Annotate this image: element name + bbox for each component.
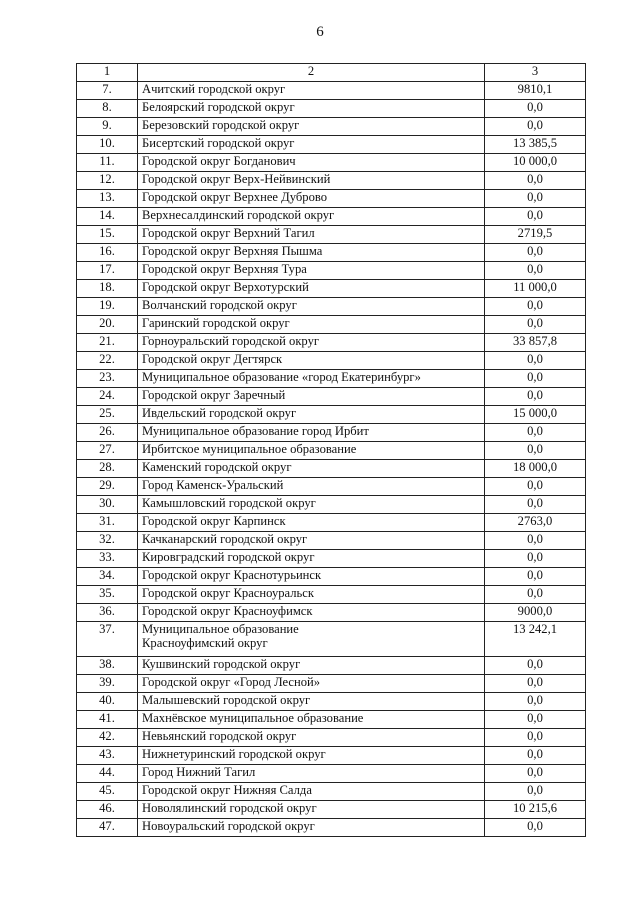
amount-value: 0,0: [485, 765, 586, 783]
table-header-row: [77, 64, 586, 82]
table-row: [77, 226, 586, 244]
row-number: 15.: [77, 226, 138, 244]
amount-value: 0,0: [485, 190, 586, 208]
table-row: [77, 460, 586, 478]
amount-value: 13 242,1: [485, 622, 586, 657]
table-row: [77, 765, 586, 783]
header-col-2: 2: [138, 64, 485, 82]
amount-value: 11 000,0: [485, 280, 586, 298]
amount-value: 0,0: [485, 657, 586, 675]
amount-value: 18 000,0: [485, 460, 586, 478]
table-row: [77, 190, 586, 208]
amount-value: 0,0: [485, 783, 586, 801]
municipality-name: Ивдельский городской округ: [138, 406, 485, 424]
municipality-name: Городской округ Верхнее Дуброво: [138, 190, 485, 208]
row-number: 46.: [77, 801, 138, 819]
amount-value: 0,0: [485, 550, 586, 568]
table-row: [77, 136, 586, 154]
table-row: [77, 783, 586, 801]
municipality-name: Березовский городской округ: [138, 118, 485, 136]
table-row: [77, 657, 586, 675]
table-row: [77, 801, 586, 819]
table-row: [77, 298, 586, 316]
municipality-name-line: Красноуфимский округ: [142, 636, 268, 650]
row-number: 19.: [77, 298, 138, 316]
table-row: [77, 334, 586, 352]
amount-value: 10 215,6: [485, 801, 586, 819]
amount-value: 0,0: [485, 586, 586, 604]
amount-value: 0,0: [485, 424, 586, 442]
table-row: [77, 729, 586, 747]
amount-value: 0,0: [485, 388, 586, 406]
table-row: [77, 496, 586, 514]
amount-value: 0,0: [485, 568, 586, 586]
municipality-name: Ирбитское муниципальное образование: [138, 442, 485, 460]
table-row: [77, 406, 586, 424]
table-row: [77, 747, 586, 765]
amount-value: 2719,5: [485, 226, 586, 244]
table-row: [77, 280, 586, 298]
municipality-name: Городской округ «Город Лесной»: [138, 675, 485, 693]
municipality-name: Малышевский городской округ: [138, 693, 485, 711]
amount-value: 0,0: [485, 478, 586, 496]
municipality-name: Верхнесалдинский городской округ: [138, 208, 485, 226]
table-row: [77, 118, 586, 136]
amount-value: 9810,1: [485, 82, 586, 100]
table-row: [77, 711, 586, 729]
table-row: [77, 514, 586, 532]
amount-value: 13 385,5: [485, 136, 586, 154]
amount-value: 0,0: [485, 532, 586, 550]
row-number: 30.: [77, 496, 138, 514]
row-number: 21.: [77, 334, 138, 352]
table-row: [77, 208, 586, 226]
row-number: 31.: [77, 514, 138, 532]
row-number: 33.: [77, 550, 138, 568]
row-number: 40.: [77, 693, 138, 711]
row-number: 43.: [77, 747, 138, 765]
table-row: [77, 568, 586, 586]
amount-value: 0,0: [485, 118, 586, 136]
table-row: [77, 604, 586, 622]
amount-value: 0,0: [485, 693, 586, 711]
table-row: [77, 586, 586, 604]
municipality-name: Белоярский городской округ: [138, 100, 485, 118]
amount-value: 15 000,0: [485, 406, 586, 424]
row-number: 29.: [77, 478, 138, 496]
amount-value: 0,0: [485, 442, 586, 460]
amount-value: 2763,0: [485, 514, 586, 532]
amount-value: 0,0: [485, 244, 586, 262]
municipality-name: Волчанский городской округ: [138, 298, 485, 316]
municipality-name: Городской округ Нижняя Салда: [138, 783, 485, 801]
row-number: 8.: [77, 100, 138, 118]
amount-value: 0,0: [485, 729, 586, 747]
table-row: [77, 622, 586, 657]
table-row: [77, 675, 586, 693]
row-number: 16.: [77, 244, 138, 262]
amount-value: 0,0: [485, 262, 586, 280]
municipality-name: Городской округ Верх-Нейвинский: [138, 172, 485, 190]
amount-value: 0,0: [485, 100, 586, 118]
municipality-name: Городской округ Верхняя Пышма: [138, 244, 485, 262]
table-row: [77, 244, 586, 262]
amount-value: 0,0: [485, 496, 586, 514]
amount-value: 9000,0: [485, 604, 586, 622]
row-number: 28.: [77, 460, 138, 478]
amount-value: 0,0: [485, 747, 586, 765]
municipality-name: Городской округ Карпинск: [138, 514, 485, 532]
municipality-name: Городской округ Верхняя Тура: [138, 262, 485, 280]
row-number: 38.: [77, 657, 138, 675]
municipality-name-line: Муниципальное образование: [142, 622, 299, 636]
row-number: 14.: [77, 208, 138, 226]
municipality-name: Город Каменск-Уральский: [138, 478, 485, 496]
row-number: 22.: [77, 352, 138, 370]
table-row: [77, 370, 586, 388]
municipality-name: Ачитский городской округ: [138, 82, 485, 100]
municipality-name: Городской округ Богданович: [138, 154, 485, 172]
table-row: [77, 532, 586, 550]
municipality-name: Городской округ Верхний Тагил: [138, 226, 485, 244]
row-number: 7.: [77, 82, 138, 100]
table-row: [77, 172, 586, 190]
amount-value: 0,0: [485, 819, 586, 837]
row-number: 41.: [77, 711, 138, 729]
table-row: [77, 316, 586, 334]
municipality-name: Махнёвское муниципальное образование: [138, 711, 485, 729]
table-row: [77, 262, 586, 280]
table-row: [77, 352, 586, 370]
amount-value: 0,0: [485, 370, 586, 388]
municipality-name: Городской округ Дегтярск: [138, 352, 485, 370]
row-number: 20.: [77, 316, 138, 334]
table-row: [77, 424, 586, 442]
header-col-1: 1: [77, 64, 138, 82]
municipality-name: Нижнетуринский городской округ: [138, 747, 485, 765]
municipality-name: Муниципальное образование город Ирбит: [138, 424, 485, 442]
allocation-table: [76, 63, 586, 837]
row-number: 23.: [77, 370, 138, 388]
municipality-name: Кушвинский городской округ: [138, 657, 485, 675]
row-number: 11.: [77, 154, 138, 172]
row-number: 34.: [77, 568, 138, 586]
row-number: 44.: [77, 765, 138, 783]
municipality-name: Камышловский городской округ: [138, 496, 485, 514]
municipality-name: Городской округ Красноуфимск: [138, 604, 485, 622]
municipality-name: Гаринский городской округ: [138, 316, 485, 334]
row-number: 25.: [77, 406, 138, 424]
table-row: [77, 388, 586, 406]
row-number: 36.: [77, 604, 138, 622]
table-row: [77, 100, 586, 118]
row-number: 17.: [77, 262, 138, 280]
amount-value: 33 857,8: [485, 334, 586, 352]
amount-value: 0,0: [485, 711, 586, 729]
table-row: [77, 442, 586, 460]
table-row: [77, 550, 586, 568]
row-number: 27.: [77, 442, 138, 460]
row-number: 24.: [77, 388, 138, 406]
municipality-name: Кировградский городской округ: [138, 550, 485, 568]
row-number: 42.: [77, 729, 138, 747]
municipality-name: Город Нижний Тагил: [138, 765, 485, 783]
row-number: 45.: [77, 783, 138, 801]
row-number: 12.: [77, 172, 138, 190]
header-col-3: 3: [485, 64, 586, 82]
row-number: 37.: [77, 622, 138, 657]
municipality-name: Муниципальное образование «город Екатеринбург»: [138, 370, 485, 388]
amount-value: 10 000,0: [485, 154, 586, 172]
amount-value: 0,0: [485, 208, 586, 226]
row-number: 47.: [77, 819, 138, 837]
row-number: 9.: [77, 118, 138, 136]
row-number: 26.: [77, 424, 138, 442]
row-number: 39.: [77, 675, 138, 693]
amount-value: 0,0: [485, 316, 586, 334]
table-row: [77, 693, 586, 711]
municipality-name: Городской округ Красноуральск: [138, 586, 485, 604]
municipality-name: Новолялинский городской округ: [138, 801, 485, 819]
municipality-name: Каменский городской округ: [138, 460, 485, 478]
municipality-name: Невьянский городской округ: [138, 729, 485, 747]
municipality-name: [138, 622, 485, 657]
row-number: 35.: [77, 586, 138, 604]
row-number: 10.: [77, 136, 138, 154]
municipality-name: Городской округ Заречный: [138, 388, 485, 406]
row-number: 13.: [77, 190, 138, 208]
municipality-name: Горноуральский городской округ: [138, 334, 485, 352]
amount-value: 0,0: [485, 352, 586, 370]
municipality-name: Городской округ Верхотурский: [138, 280, 485, 298]
municipality-name: Городской округ Краснотурьинск: [138, 568, 485, 586]
amount-value: 0,0: [485, 298, 586, 316]
table-row: [77, 478, 586, 496]
municipality-name: Новоуральский городской округ: [138, 819, 485, 837]
amount-value: 0,0: [485, 172, 586, 190]
table-row: [77, 154, 586, 172]
table-row: [77, 82, 586, 100]
row-number: 18.: [77, 280, 138, 298]
municipality-name: Качканарский городской округ: [138, 532, 485, 550]
table-row: [77, 819, 586, 837]
municipality-name: Бисертский городской округ: [138, 136, 485, 154]
row-number: 32.: [77, 532, 138, 550]
page-number: 6: [316, 24, 324, 40]
amount-value: 0,0: [485, 675, 586, 693]
